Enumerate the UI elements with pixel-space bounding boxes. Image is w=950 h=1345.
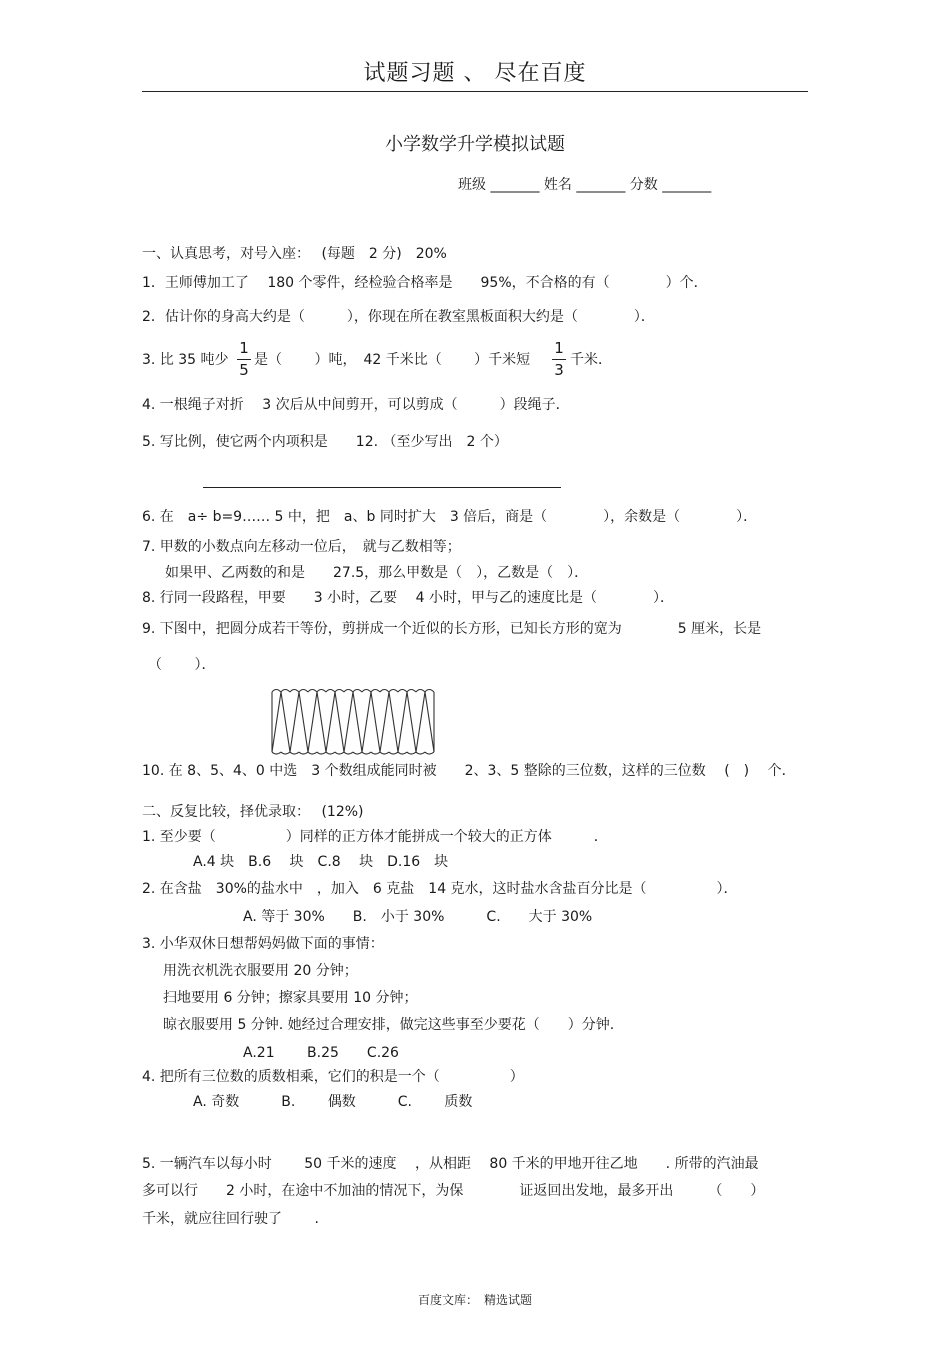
question-2-2: 2. 在含盐 30%的盐水中 ，加入 6 克盐 14 克水，这时盐水含盐百分比是（ ）． <box>142 881 738 897</box>
q3-part1: 3. 比 35 吨少 <box>142 352 229 368</box>
question-2-4-options: A. 奇数 B. 偶数 C. 质数 <box>193 1094 473 1110</box>
question-2-5a: 5. 一辆汽车以每小时 50 千米的速度 ，从相距 80 千米的甲地开往乙地 . 所带的汽油最 <box>142 1156 759 1172</box>
document-title: 小学数学升学模拟试题 <box>385 134 565 155</box>
fraction-bar <box>552 359 566 360</box>
question-1-9a: 9. 下图中，把圆分成若干等份，剪拼成一个近似的长方形，已知长方形的宽为 5 厘米，长是 <box>142 621 762 637</box>
student-info-line: 班级 _______ 姓名 _______ 分数 _______ <box>458 177 712 193</box>
fraction-one-fifth <box>237 341 251 378</box>
question-2-3-options: A.21 B.25 C.26 <box>243 1045 399 1061</box>
question-1-1: 1．王师傅加工了 180 个零件，经检验合格率是 95%，不合格的有（ ）个． <box>142 275 708 291</box>
question-2-3: 3. 小华双休日想帮妈妈做下面的事情： <box>142 936 384 952</box>
question-2-5b: 多可以行 2 小时，在途中不加油的情况下，为保 证返回出发地，最多开出 （ ） <box>142 1183 765 1199</box>
answer-line <box>203 487 561 488</box>
question-2-3-line1: 用洗衣机洗衣服要用 20 分钟； <box>163 963 358 979</box>
page-footer: 百度文库： 精选试题 <box>417 1293 532 1307</box>
question-1-8: 8. 行同一段路程，甲要 3 小时，乙要 4 小时，甲与乙的速度比是（ ）． <box>142 590 674 606</box>
question-1-7a: 7. 甲数的小数点向左移动一位后， 就与乙数相等； <box>142 539 461 555</box>
question-1-2: 2．估计你的身高大约是（ ），你现在所在教室黑板面积大约是（ ）． <box>142 309 655 325</box>
question-1-9b: （ ）． <box>148 657 216 673</box>
q3-part3: 千米． <box>570 352 612 368</box>
question-2-1: 1. 至少要（ ）同样的正方体才能拼成一个较大的正方体 ． <box>142 829 608 845</box>
q3-part2: 是（ ）吨， 42 千米比（ ）千米短 <box>254 352 531 368</box>
fraction-denominator: 3 <box>554 361 564 379</box>
fraction-numerator: 1 <box>554 339 564 357</box>
question-1-4: 4. 一根绳子对折 3 次后从中间剪开，可以剪成（ ）段绳子． <box>142 397 570 413</box>
fraction-numerator: 1 <box>239 339 249 357</box>
section1-heading: 一、认真思考，对号入座： (每题 2 分) 20% <box>142 246 447 262</box>
question-2-5c: 千米，就应往回行驶了 . <box>142 1211 319 1227</box>
question-1-5: 5. 写比例，使它两个内项积是 12. （至少写出 2 个） <box>142 434 508 450</box>
question-1-6: 6. 在 a÷ b=9…… 5 中，把 a、b 同时扩大 3 倍后，商是（ ），余数是（ ）． <box>142 509 758 525</box>
question-2-4: 4. 把所有三位数的质数相乘，它们的积是一个（ ） <box>142 1069 524 1085</box>
question-2-3-line2: 扫地要用 6 分钟；擦家具要用 10 分钟； <box>163 990 418 1006</box>
section2-heading: 二、反复比较，择优录取： (12%) <box>142 804 364 820</box>
question-1-7b: 如果甲、乙两数的和是 27.5，那么甲数是（ ），乙数是（ ）． <box>165 565 589 581</box>
question-2-3-line3: 晾衣服要用 5 分钟. 她经过合理安排，做完这些事至少要花（ ）分钟. <box>163 1017 615 1033</box>
question-2-1-options: A.4 块 B.6 块 C.8 块 D.16 块 <box>193 854 449 870</box>
header-divider <box>142 91 808 92</box>
page-header-title: 试题习题 、 尽在百度 <box>363 61 587 86</box>
fraction-denominator: 5 <box>239 361 249 379</box>
fraction-bar <box>237 359 251 360</box>
circle-rearranged-rectangle-figure <box>268 686 438 756</box>
fraction-one-third <box>552 341 566 378</box>
question-1-10: 10. 在 8、5、4、0 中选 3 个数组成能同时被 2、3、5 整除的三位数，这样的三位数 ( ) 个． <box>142 763 796 779</box>
question-2-2-options: A. 等于 30% B. 小于 30% C. 大于 30% <box>243 909 593 925</box>
